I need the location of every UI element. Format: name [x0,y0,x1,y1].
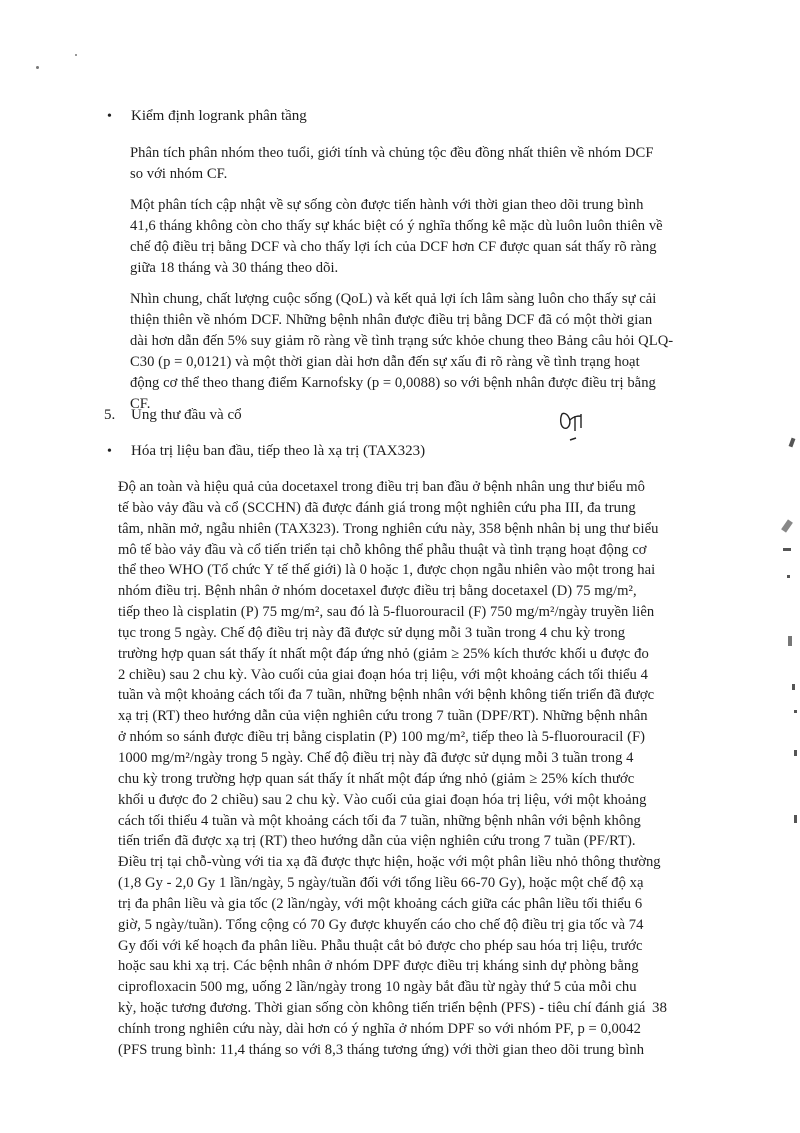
bullet-icon: • [107,444,112,459]
text-line: Phân tích phân nhóm theo tuổi, giới tính và chủng tộc đều đồng nhất thiên về nhóm DCF [130,145,654,161]
text-line: tiếp theo là cisplatin (P) 75 mg/m², sau đó là 5-fluorouracil (F) 750 mg/m²/ngày truyền liên [118,604,655,621]
text-line: Điều trị tại chỗ-vùng với tia xạ đã được thực hiện, hoặc với một phân liều nhỏ thông thường [118,854,661,871]
text-line: ở nhóm so sánh được điều trị bằng cisplatin (P) 100 mg/m², tiếp theo là 5-fluorouracil (F) [118,729,646,746]
scan-edge-mark [787,575,790,578]
scan-edge-mark [794,750,797,756]
text-line: động cơ thể theo thang điểm Karnofsky (p = 0,0088) so với bệnh nhân được điều trị bằng [130,375,656,391]
scan-edge-mark [789,438,796,448]
text-line: khối u được đo 2 chiều) sau 2 chu kỳ. Vào cuối của giai đoạn hóa trị liệu, với một khoảng [118,791,647,808]
text-line: thiện thiên về nhóm DCF. Những bệnh nhân được điều trị bằng DCF đã có một thời gian [130,312,653,328]
text-line: 2 chiều) sau 2 chu kỳ. Vào cuối của giai đoạn hóa trị liệu, với một khoảng cách tối thiểu 4 [118,666,648,683]
text-line: chính trong nghiên cứu này, dài hơn có ý nghĩa ở nhóm DPF so với nhóm PF, p = 0,0042 [118,1020,641,1037]
text-line: chu kỳ trong trường hợp quan sát thấy ít nhất một đáp ứng nhỏ (giảm ≥ 25% kích thước [118,770,635,787]
text-line: dài hơn dẫn đến 5% suy giảm rõ ràng về tình trạng sức khỏe chung theo Bảng câu hỏi QLQ- [130,333,674,349]
text-line: CF. [130,396,151,412]
text-line: (1,8 Gy - 2,0 Gy 1 lần/ngày, 5 ngày/tuần đối với tổng liều 66-70 Gy), hoặc một chế độ xạ [118,875,644,892]
paragraph-subgroup-analysis [130,143,690,185]
text-line: C30 (p = 0,0121) và một thời gian dài hơn dẫn đến sự xấu đi rõ ràng về tình trạng hoạt [130,354,640,370]
text-line: (PFS trung bình: 11,4 tháng so với 8,3 tháng tương ứng) với thời gian theo dõi trung bình [118,1041,645,1058]
text-line: trị đa phân liều và gia tốc (2 lần/ngày, với một khoảng cách giữa các phân liều tối thiểu 6 [118,895,643,912]
text-line: 1000 mg/m²/ngày trong 5 ngày. Chế độ điều trị này đã được sử dụng mỗi 3 tuần trong 4 [118,749,634,766]
paragraph-tax323-study [118,477,686,1061]
paragraph-quality-of-life [130,289,690,415]
scan-edge-mark [783,548,791,551]
text-line: Độ an toàn và hiệu quả của docetaxel trong điều trị ban đầu ở bệnh nhân ung thư biểu mô [118,479,645,495]
bullet-heading-text: Hóa trị liệu ban đầu, tiếp theo là xạ trị (TAX323) [131,443,426,459]
section-5-heading [104,405,242,425]
section-number: 5. [104,407,116,423]
text-line: Gy đối với kế hoạch đa phân liều. Phẫu thuật cắt bỏ được cho phép sau hóa trị liệu, trước [118,937,643,954]
paragraph-updated-survival [130,195,690,279]
bullet-icon: • [107,109,112,124]
text-line: trường hợp quan sát thấy ít nhất một đáp ứng nhỏ (giảm ≥ 25% kích thước khối u được đo [118,645,649,662]
text-line: mô tế bào vảy đầu và cổ tiến triển tại chỗ không thể phẫu thuật và tình trạng hoạt động cơ [118,541,647,558]
text-line: tiến triển đã được xạ trị (RT) theo hướng dẫn của viện nghiên cứu trong 7 tuần (PF/RT). [118,833,636,850]
text-line: chế độ điều trị bằng DCF và cho thấy lợi ích của DCF hơn CF được quan sát thấy rõ ràng [130,239,657,255]
scan-edge-mark [794,815,797,823]
section-title: Ung thư đầu và cổ [131,407,242,423]
text-line: Nhìn chung, chất lượng cuộc sống (QoL) và kết quả lợi ích lâm sàng luôn cho thấy sự cải [130,291,657,307]
page-number: 38 [652,1000,667,1016]
scan-edge-mark [794,710,797,713]
scan-edge-mark [792,684,795,690]
scan-speck [36,66,39,69]
text-line: tế bào vảy đầu và cổ (SCCHN) đã được đánh giá trong một nghiên cứu pha III, đa trung [118,499,636,516]
text-line: cách tối thiểu 4 tuần và một khoảng cách tối đa 7 tuần, những bệnh nhân với bệnh không [118,812,641,829]
text-line: so với nhóm CF. [130,166,228,182]
scan-edge-mark [788,636,792,646]
text-line: 41,6 tháng không còn cho thấy sự khác biệt có ý nghĩa thống kê mặc dù luôn luôn thiên về [130,218,663,234]
bullet-heading-logrank [107,106,307,127]
text-line: nhóm điều trị. Bệnh nhân ở nhóm docetaxel được điều trị bằng docetaxel (D) 75 mg/m², [118,583,637,600]
text-line: giữa 18 tháng và 30 tháng theo dõi. [130,260,339,276]
text-line: xạ trị (RT) theo hướng dẫn của viện nghiên cứu trong 7 tuần (DPF/RT). Những bệnh nhân [118,708,648,725]
text-line: tâm, nhãn mở, ngẫu nhiên (TAX323). Trong nghiên cứu này, 358 bệnh nhân bị ung thư biểu [118,520,659,537]
text-line: tuần và một khoảng cách tối đa 7 tuần, những bệnh nhân với bệnh không tiến triển đã được [118,687,655,704]
text-line: tục trong 5 ngày. Chế độ điều trị này đã được sử dụng mỗi 3 tuần trong 4 chu kỳ trong [118,624,626,641]
bullet-heading-text: Kiểm định logrank phân tầng [131,108,307,124]
text-line: hoặc sau khi xạ trị. Các bệnh nhân ở nhóm DPF được điều trị kháng sinh dự phòng bằng [118,958,639,975]
text-line: giờ, 5 ngày/tuần). Tổng cộng có 70 Gy được khuyến cáo cho chế độ điều trị gia tốc và 74 [118,916,644,933]
scan-speck [75,54,77,56]
handwritten-initials-signature [556,404,592,444]
text-line: kỳ, hoặc tương đương. Thời gian sống còn không tiến triển bệnh (PFS) - tiêu chí đánh giá [118,1000,646,1017]
scan-edge-mark [781,519,793,532]
text-line: ciprofloxacin 500 mg, uống 2 lần/ngày trong 10 ngày bắt đầu từ ngày thứ 5 của mỗi chu [118,979,637,996]
text-line: thể theo WHO (Tổ chức Y tế thế giới) là 0 hoặc 1, được chọn ngẫu nhiên vào một trong hai [118,562,656,579]
bullet-heading-tax323 [107,441,425,462]
text-line: Một phân tích cập nhật về sự sống còn được tiến hành với thời gian theo dõi trung bình [130,197,644,213]
